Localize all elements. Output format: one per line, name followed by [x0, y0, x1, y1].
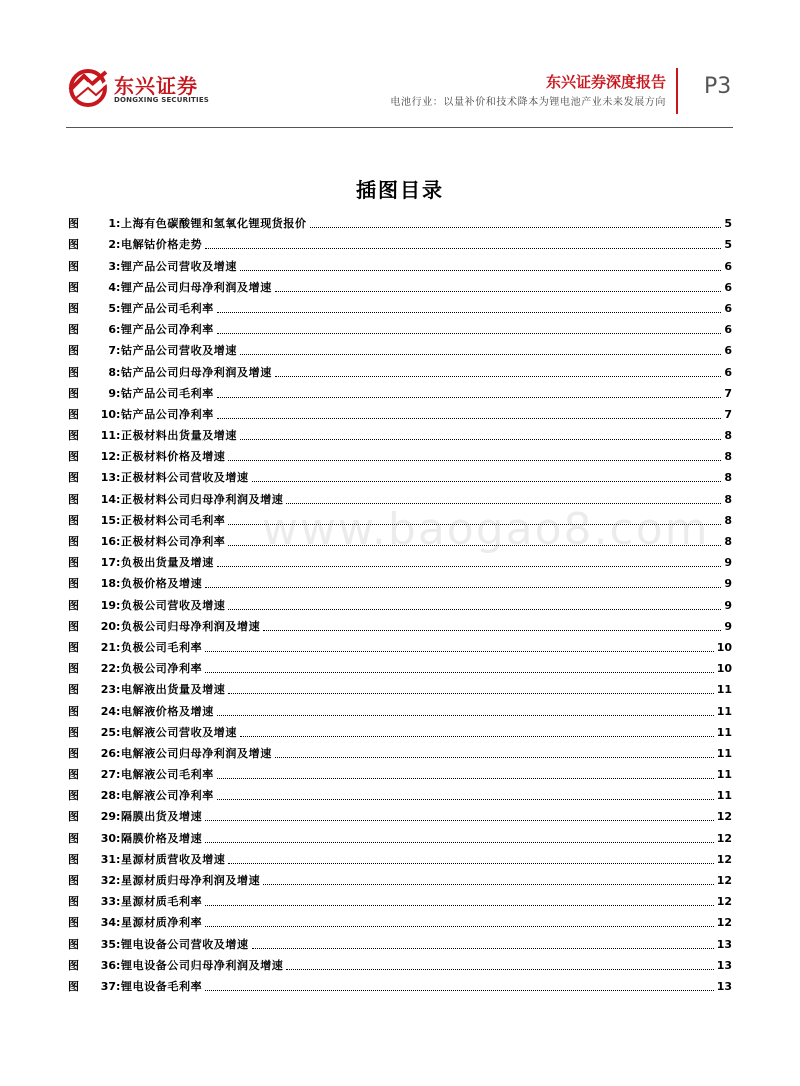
toc-entry-leader — [217, 714, 714, 716]
toc-entry-colon: : — [116, 895, 121, 909]
page-number: P3 — [704, 74, 732, 99]
toc-entry[interactable] — [68, 719, 732, 740]
toc-entry-number: 19 — [100, 598, 116, 612]
toc-entry-title: 钴产品公司归母净利润及增速 — [121, 365, 272, 379]
toc-entry[interactable] — [68, 634, 732, 655]
toc-entry-prefix: 图 — [68, 746, 79, 760]
toc-entry-title: 正极材料公司净利率 — [121, 535, 226, 548]
toc-entry-title: 负极价格及增速 — [121, 577, 203, 591]
toc-entry-page: 11 — [716, 789, 732, 803]
toc-entry-prefix: 图 — [68, 810, 79, 824]
toc-entry-title: 负极公司净利率 — [121, 662, 203, 676]
toc-entry[interactable] — [68, 909, 732, 930]
toc-entry-leader — [240, 353, 721, 355]
toc-entry-number: 36 — [100, 958, 116, 972]
toc-entry-page: 13 — [716, 958, 732, 972]
toc-entry-colon: : — [116, 259, 121, 273]
toc-entry-prefix: 图 — [68, 916, 79, 930]
toc-entry-title: 锂电设备毛利率 — [121, 979, 203, 993]
toc-entry-number: 7 — [108, 344, 116, 358]
toc-entry[interactable] — [68, 295, 732, 316]
toc-entry-page: 8 — [724, 535, 732, 548]
toc-entry[interactable] — [68, 337, 732, 358]
toc-entry-number: 24 — [100, 704, 116, 718]
toc-entry-page: 11 — [716, 746, 732, 760]
toc-entry-number: 18 — [100, 577, 116, 591]
toc-entry-title: 上海有色碳酸锂和氢氧化锂现货报价 — [121, 217, 307, 231]
toc-entry-page: 8 — [724, 471, 732, 485]
toc-entry-prefix: 图 — [68, 789, 79, 803]
toc-entry-number: 8 — [108, 365, 116, 379]
toc-entry-title: 钴产品公司毛利率 — [121, 386, 214, 400]
toc-entry-number: 29 — [100, 810, 116, 824]
toc-entry-colon: : — [116, 789, 121, 803]
toc-entry-title: 电解钴价格走势 — [121, 238, 203, 252]
toc-entry-title: 正极材料价格及增速 — [121, 450, 226, 464]
toc-entry-prefix: 图 — [68, 217, 79, 231]
toc-entry-number: 27 — [100, 768, 116, 782]
toc-entry[interactable] — [68, 867, 732, 888]
toc-entry-number: 13 — [100, 471, 116, 485]
toc-entry[interactable] — [68, 676, 732, 697]
toc-entry-page: 12 — [716, 874, 732, 887]
toc-entry-prefix: 图 — [68, 386, 79, 400]
toc-entry-number: 21 — [100, 640, 116, 654]
toc-entry-prefix: 图 — [68, 238, 79, 252]
toc-entry-title: 星源材质毛利率 — [121, 895, 203, 909]
toc-entry-leader — [263, 883, 713, 885]
toc-entry[interactable] — [68, 591, 732, 612]
toc-entry-number: 20 — [100, 619, 116, 633]
toc-list — [68, 210, 732, 994]
toc-entry-title: 电解液公司营收及增速 — [121, 725, 237, 739]
toc-entry-prefix: 图 — [68, 958, 79, 972]
toc-entry[interactable] — [68, 973, 732, 994]
toc-entry-title: 电解液公司归母净利润及增速 — [121, 746, 272, 760]
toc-entry-number: 9 — [108, 386, 116, 400]
toc-entry-title: 星源材质营收及增速 — [121, 852, 226, 866]
toc-entry-title: 电解液出货量及增速 — [121, 683, 226, 697]
toc-entry-number: 2 — [108, 238, 116, 252]
toc-entry-number: 16 — [100, 535, 116, 548]
toc-entry-prefix: 图 — [68, 344, 79, 358]
toc-entry[interactable] — [68, 930, 732, 951]
toc-entry-leader — [275, 375, 722, 377]
toc-entry-title: 正极材料公司毛利率 — [121, 513, 226, 527]
toc-entry-colon: : — [116, 301, 121, 315]
toc-entry-leader — [240, 735, 714, 737]
watermark: www.baogao8.com — [262, 504, 710, 555]
toc-entry-prefix: 图 — [68, 895, 79, 909]
toc-entry-leader — [228, 459, 721, 461]
toc-entry-page: 7 — [724, 386, 732, 400]
toc-entry[interactable] — [68, 846, 732, 867]
toc-entry-prefix: 图 — [68, 513, 79, 527]
toc-entry-leader — [205, 989, 713, 991]
toc-entry-colon: : — [116, 556, 121, 570]
toc-title: 插图目录 — [356, 178, 444, 202]
toc-entry-number: 4 — [108, 280, 116, 294]
toc-entry-number: 17 — [100, 556, 116, 570]
toc-entry-page: 9 — [724, 556, 732, 570]
toc-entry-colon: : — [116, 683, 121, 697]
toc-entry-title: 隔膜价格及增速 — [121, 831, 203, 845]
toc-entry-prefix: 图 — [68, 577, 79, 591]
toc-entry[interactable] — [68, 316, 732, 337]
toc-entry-leader — [217, 798, 714, 800]
toc-entry-number: 28 — [100, 789, 116, 803]
toc-entry[interactable] — [68, 358, 732, 379]
toc-entry-title: 电解液价格及增速 — [121, 704, 214, 718]
toc-entry-leader — [205, 925, 713, 927]
toc-entry-number: 25 — [100, 725, 116, 739]
toc-entry-title: 钴产品公司净利率 — [121, 407, 214, 421]
toc-entry-colon: : — [116, 323, 121, 337]
toc-entry-prefix: 图 — [68, 704, 79, 718]
toc-entry-page: 6 — [724, 259, 732, 273]
toc-entry-colon: : — [116, 492, 121, 506]
toc-entry-prefix: 图 — [68, 619, 79, 633]
toc-entry-page: 12 — [716, 852, 732, 866]
toc-entry-colon: : — [116, 280, 121, 294]
toc-entry-title: 星源材质归母净利润及增速 — [121, 874, 261, 887]
toc-entry-colon: : — [116, 958, 121, 972]
toc-entry-number: 5 — [108, 301, 116, 315]
toc-entry-number: 26 — [100, 746, 116, 760]
toc-entry-colon: : — [116, 746, 121, 760]
toc-entry-number: 15 — [100, 513, 116, 527]
report-title: 东兴证券深度报告 — [545, 73, 666, 91]
toc-entry-colon: : — [116, 704, 121, 718]
toc-entry-title: 锂产品公司归母净利润及增速 — [121, 280, 272, 294]
toc-entry-prefix: 图 — [68, 683, 79, 697]
toc-entry-leader — [252, 480, 722, 482]
toc-entry-page: 11 — [716, 683, 732, 697]
toc-entry-leader — [240, 438, 721, 440]
toc-entry-colon: : — [116, 386, 121, 400]
toc-entry-title: 负极出货量及增速 — [121, 556, 214, 570]
toc-entry-title: 正极材料公司营收及增速 — [121, 471, 249, 485]
toc-entry-leader — [228, 862, 713, 864]
toc-entry-prefix: 图 — [68, 640, 79, 654]
toc-entry-number: 33 — [100, 895, 116, 909]
toc-entry-leader — [205, 841, 713, 843]
toc-entry[interactable] — [68, 952, 732, 973]
toc-entry[interactable] — [68, 655, 732, 676]
toc-entry[interactable] — [68, 740, 732, 761]
toc-entry-page: 10 — [716, 662, 732, 676]
toc-entry-prefix: 图 — [68, 725, 79, 739]
toc-entry-leader — [217, 417, 722, 419]
toc-entry-colon: : — [116, 937, 121, 951]
toc-entry[interactable] — [68, 782, 732, 803]
toc-entry-colon: : — [116, 831, 121, 845]
toc-entry-colon: : — [116, 238, 121, 252]
toc-entry-colon: : — [116, 916, 121, 930]
toc-entry-page: 6 — [724, 365, 732, 379]
toc-entry-prefix: 图 — [68, 852, 79, 866]
toc-entry-colon: : — [116, 598, 121, 612]
toc-entry-page: 6 — [724, 323, 732, 337]
toc-entry[interactable] — [68, 443, 732, 464]
toc-entry-colon: : — [116, 810, 121, 824]
toc-entry-number: 3 — [108, 259, 116, 273]
toc-entry-prefix: 图 — [68, 535, 79, 548]
toc-entry-title: 锂电设备公司营收及增速 — [121, 937, 249, 951]
toc-entry-title: 正极材料出货量及增速 — [121, 429, 237, 443]
toc-entry-title: 电解液公司毛利率 — [121, 768, 214, 782]
toc-entry-title: 负极公司毛利率 — [121, 640, 203, 654]
toc-entry-number: 22 — [100, 662, 116, 676]
toc-entry-page: 5 — [724, 217, 732, 231]
toc-entry-leader — [205, 586, 721, 588]
company-logo — [66, 64, 216, 110]
page-header — [0, 0, 800, 130]
toc-entry-leader — [310, 226, 722, 228]
toc-entry-prefix: 图 — [68, 323, 79, 337]
toc-entry-prefix: 图 — [68, 768, 79, 782]
toc-entry[interactable] — [68, 231, 732, 252]
toc-entry-number: 30 — [100, 831, 116, 845]
toc-entry-title: 锂产品公司毛利率 — [121, 301, 214, 315]
toc-entry-number: 34 — [100, 916, 116, 930]
toc-entry-title: 电解液公司净利率 — [121, 789, 214, 803]
toc-entry-number: 35 — [100, 937, 116, 951]
toc-entry-colon: : — [116, 874, 121, 887]
toc-entry-title: 锂产品公司营收及增速 — [121, 259, 237, 273]
toc-entry-leader — [228, 692, 713, 694]
toc-entry[interactable] — [68, 422, 732, 443]
toc-entry-leader — [217, 396, 722, 398]
toc-entry-colon: : — [116, 619, 121, 633]
toc-entry-leader — [275, 756, 714, 758]
toc-entry-leader — [205, 247, 721, 249]
toc-entry-page: 11 — [716, 725, 732, 739]
toc-entry-page: 8 — [724, 450, 732, 464]
toc-entry-page: 9 — [724, 577, 732, 591]
toc-entry[interactable] — [68, 570, 732, 591]
toc-entry-number: 32 — [100, 874, 116, 887]
toc-entry-number: 6 — [108, 323, 116, 337]
toc-entry-page: 9 — [724, 598, 732, 612]
toc-entry-colon: : — [116, 471, 121, 485]
toc-entry-prefix: 图 — [68, 259, 79, 273]
toc-entry-title: 锂产品公司净利率 — [121, 323, 214, 337]
toc-entry-page: 11 — [716, 704, 732, 718]
toc-entry-prefix: 图 — [68, 429, 79, 443]
toc-entry-page: 12 — [716, 810, 732, 824]
toc-entry[interactable] — [68, 252, 732, 273]
toc-entry-number: 37 — [100, 979, 116, 993]
toc-entry-number: 11 — [100, 429, 116, 443]
toc-entry-leader — [205, 819, 713, 821]
toc-entry-prefix: 图 — [68, 556, 79, 570]
toc-entry-page: 12 — [716, 916, 732, 930]
toc-entry-page: 6 — [724, 301, 732, 315]
toc-entry-prefix: 图 — [68, 979, 79, 993]
toc-entry-colon: : — [116, 217, 121, 231]
toc-entry-page: 13 — [716, 937, 732, 951]
toc-entry-title: 星源材质净利率 — [121, 916, 203, 930]
toc-entry-colon: : — [116, 407, 121, 421]
toc-entry[interactable] — [68, 824, 732, 845]
toc-entry-page: 13 — [716, 979, 732, 993]
toc-entry-number: 10 — [100, 407, 116, 421]
toc-entry-leader — [275, 290, 722, 292]
toc-entry-page: 8 — [724, 492, 732, 506]
toc-entry-prefix: 图 — [68, 450, 79, 464]
toc-entry[interactable] — [68, 464, 732, 485]
logo-mark-icon — [66, 64, 110, 108]
logo-cn-text: 东兴证券 — [114, 74, 198, 98]
toc-entry-colon: : — [116, 852, 121, 866]
toc-entry-page: 6 — [724, 344, 732, 358]
toc-entry-title: 钴产品公司营收及增速 — [121, 344, 237, 358]
toc-entry-colon: : — [116, 429, 121, 443]
toc-entry-colon: : — [116, 640, 121, 654]
toc-entry-colon: : — [116, 513, 121, 527]
toc-entry-title: 锂电设备公司归母净利润及增速 — [121, 958, 284, 972]
toc-entry[interactable] — [68, 401, 732, 422]
toc-entry-number: 14 — [100, 492, 116, 506]
header-rule — [66, 127, 733, 128]
toc-entry-prefix: 图 — [68, 492, 79, 506]
toc-entry-leader — [217, 777, 714, 779]
toc-entry-colon: : — [116, 365, 121, 379]
toc-entry-leader — [205, 904, 713, 906]
toc-entry-page: 12 — [716, 895, 732, 909]
toc-entry-leader — [217, 332, 722, 334]
header-divider — [676, 68, 678, 114]
toc-entry-leader — [217, 565, 722, 567]
report-subtitle: 电池行业：以量补价和技术降本为锂电池产业未来发展方向 — [390, 97, 666, 108]
toc-entry[interactable] — [68, 697, 732, 718]
toc-entry-colon: : — [116, 535, 121, 548]
toc-entry-prefix: 图 — [68, 407, 79, 421]
toc-entry-title: 负极公司归母净利润及增速 — [121, 619, 261, 633]
toc-entry-colon: : — [116, 979, 121, 993]
toc-entry[interactable] — [68, 803, 732, 824]
toc-entry-leader — [286, 968, 713, 970]
toc-entry-prefix: 图 — [68, 598, 79, 612]
toc-entry-page: 7 — [724, 407, 732, 421]
toc-entry-prefix: 图 — [68, 937, 79, 951]
toc-entry-leader — [263, 629, 721, 631]
toc-entry-number: 12 — [100, 450, 116, 464]
toc-entry-page: 10 — [716, 640, 732, 654]
toc-entry-prefix: 图 — [68, 874, 79, 887]
toc-entry-prefix: 图 — [68, 301, 79, 315]
toc-entry-title: 隔膜出货及增速 — [121, 810, 203, 824]
toc-entry[interactable] — [68, 380, 732, 401]
toc-entry-page: 8 — [724, 429, 732, 443]
toc-entry-leader — [240, 269, 721, 271]
toc-entry-leader — [252, 947, 714, 949]
toc-entry-colon: : — [116, 725, 121, 739]
toc-entry-prefix: 图 — [68, 831, 79, 845]
toc-entry-title: 负极公司营收及增速 — [121, 598, 226, 612]
toc-entry-page: 12 — [716, 831, 732, 845]
toc-entry-prefix: 图 — [68, 280, 79, 294]
toc-entry-colon: : — [116, 577, 121, 591]
toc-entry-page: 11 — [716, 768, 732, 782]
toc-entry-colon: : — [116, 344, 121, 358]
toc-entry-colon: : — [116, 662, 121, 676]
toc-entry-page: 6 — [724, 280, 732, 294]
toc-entry-page: 5 — [724, 238, 732, 252]
toc-entry-title: 正极材料公司归母净利润及增速 — [121, 492, 284, 506]
toc-entry-colon: : — [116, 768, 121, 782]
toc-entry-leader — [217, 311, 722, 313]
toc-entry[interactable] — [68, 210, 732, 231]
toc-entry-number: 1 — [108, 217, 116, 231]
toc-entry-leader — [205, 650, 713, 652]
toc-entry-prefix: 图 — [68, 662, 79, 676]
toc-entry-page: 8 — [724, 513, 732, 527]
toc-entry[interactable] — [68, 274, 732, 295]
toc-entry-prefix: 图 — [68, 365, 79, 379]
toc-entry-number: 23 — [100, 683, 116, 697]
toc-entry-colon: : — [116, 450, 121, 464]
toc-entry[interactable] — [68, 888, 732, 909]
toc-entry-leader — [228, 608, 721, 610]
toc-entry-page: 9 — [724, 619, 732, 633]
toc-entry-prefix: 图 — [68, 471, 79, 485]
toc-entry-number: 31 — [100, 852, 116, 866]
logo-en-text: DONGXING SECURITIES — [114, 96, 210, 104]
toc-entry[interactable] — [68, 613, 732, 634]
toc-entry[interactable] — [68, 761, 732, 782]
toc-entry-leader — [205, 671, 713, 673]
